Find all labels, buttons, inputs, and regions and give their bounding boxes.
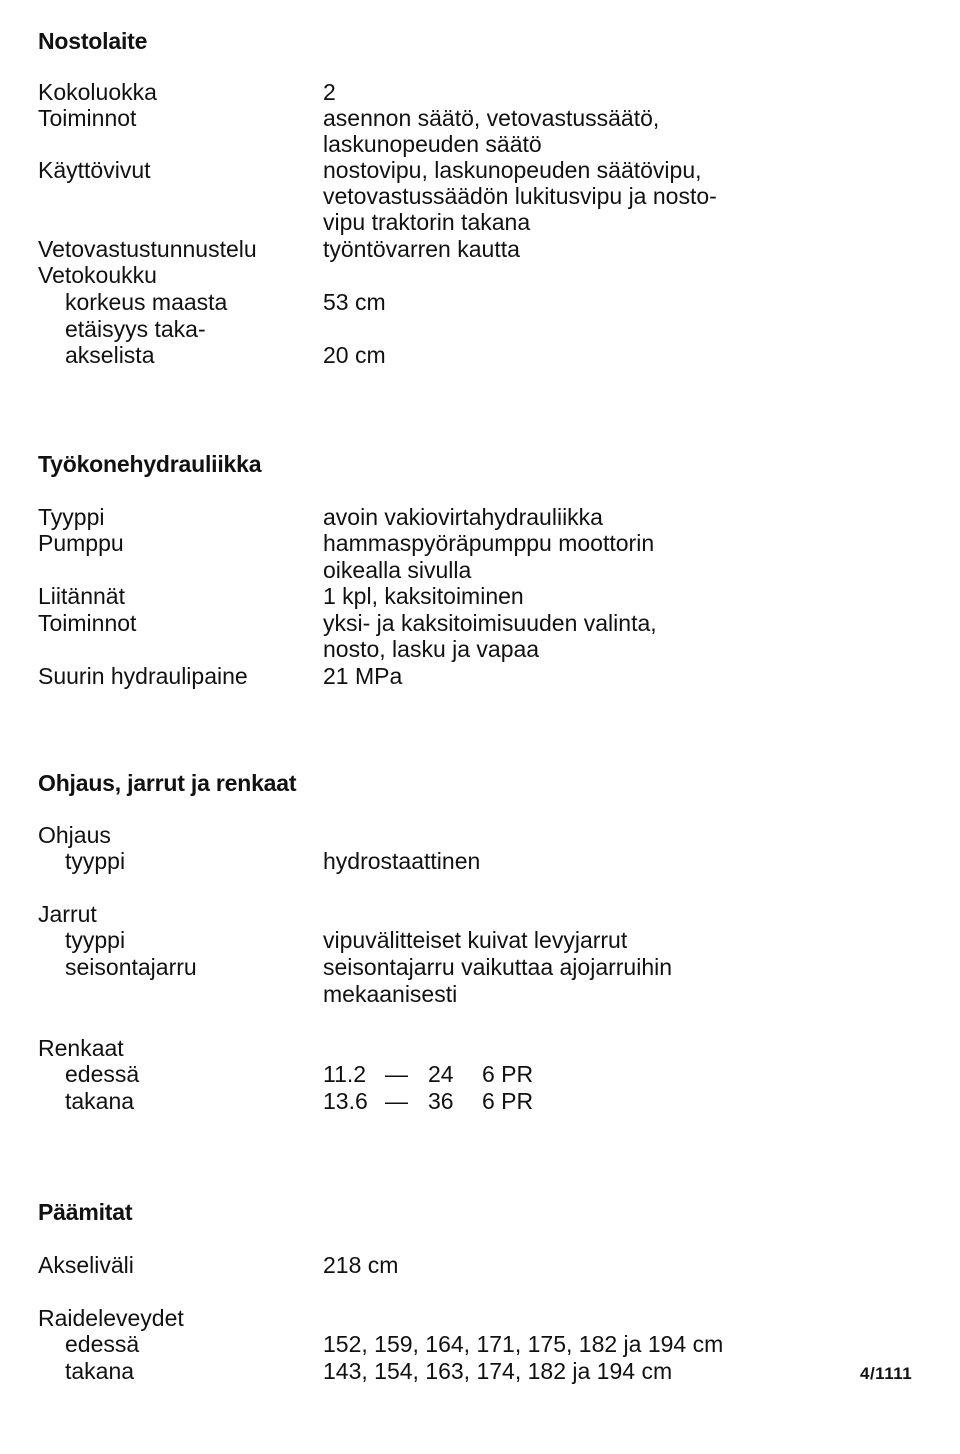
spec-label: Käyttövivut	[38, 157, 151, 183]
spec-row-jarrut	[0, 901, 960, 928]
spec-row-seisontajarru-cont	[0, 981, 960, 1008]
spec-row-raideleveydet	[0, 1305, 960, 1332]
spec-row-pumppu-cont	[0, 557, 960, 584]
spec-label: Vetovastustunnustelu	[38, 236, 257, 262]
spec-label: Jarrut	[38, 901, 97, 927]
spec-row-tyyppi	[0, 504, 960, 531]
spec-value: 21 MPa	[323, 663, 403, 689]
spec-row-toiminnot-cont	[0, 131, 960, 158]
spec-value: hydrostaattinen	[323, 848, 481, 874]
spec-label: edessä	[65, 1331, 140, 1357]
spec-row-raideleveydet-edessa	[0, 1331, 960, 1358]
spec-label: tyyppi	[65, 927, 126, 953]
spec-label: Toiminnot	[38, 105, 137, 131]
spec-value: asennon säätö, vetovastussäätö,	[323, 105, 660, 131]
spec-label: akselista	[65, 342, 155, 368]
spec-value: 152, 159, 164, 171, 175, 182 ja 194 cm	[323, 1331, 724, 1357]
spec-row-ohjaus	[0, 822, 960, 849]
spec-label: takana	[65, 1358, 135, 1384]
tyre-ply-rating: 6 PR	[482, 1088, 534, 1114]
spec-value: vipu traktorin takana	[323, 209, 531, 235]
spec-value: avoin vakiovirtahydrauliikka	[323, 504, 603, 530]
spec-row-renkaat-edessa	[0, 1061, 960, 1088]
spec-label: Liitännät	[38, 583, 125, 609]
spec-label: Raideleveydet	[38, 1305, 184, 1331]
spec-value: vetovastussäädön lukitusvipu ja nosto-	[323, 183, 717, 209]
spec-label: Suurin hydraulipaine	[38, 663, 248, 689]
tyre-width: 11.2	[323, 1061, 367, 1087]
spec-row-suurin-hydraulipaine	[0, 663, 960, 690]
spec-label: etäisyys taka-	[65, 316, 206, 342]
heading-nostolaite: Nostolaite	[38, 28, 148, 54]
spec-row-kayttovivut-cont	[0, 183, 960, 210]
tyre-rim: 36	[428, 1088, 454, 1114]
spec-row-toiminnot	[0, 105, 960, 132]
spec-value: hammaspyöräpumppu moottorin	[323, 530, 655, 556]
spec-row-korkeus-maasta	[0, 289, 960, 316]
spec-label: Vetokoukku	[38, 262, 157, 288]
spec-value: 2	[323, 79, 336, 105]
spec-row-vetokoukku	[0, 262, 960, 289]
tyre-ply-rating: 6 PR	[482, 1061, 534, 1087]
spec-value: seisontajarru vaikuttaa ajojarruihin	[323, 954, 673, 980]
spec-row-renkaat	[0, 1035, 960, 1062]
spec-value: vipuvälitteiset kuivat levyjarrut	[323, 927, 628, 953]
spec-row-toiminnot-hydr	[0, 610, 960, 637]
spec-row-kayttovivut-cont2	[0, 209, 960, 236]
spec-row-akselivali	[0, 1252, 960, 1279]
spec-label: edessä	[65, 1061, 140, 1087]
spec-value: yksi- ja kaksitoimisuuden valinta,	[323, 610, 657, 636]
spec-label: tyyppi	[65, 848, 126, 874]
spec-label: takana	[65, 1088, 135, 1114]
spec-row-pumppu	[0, 530, 960, 557]
spec-label: Renkaat	[38, 1035, 124, 1061]
spec-label: Toiminnot	[38, 610, 137, 636]
spec-label: Pumppu	[38, 530, 124, 556]
spec-value: 53 cm	[323, 289, 386, 315]
spec-row-akselista	[0, 342, 960, 369]
spec-value: työntövarren kautta	[323, 236, 520, 262]
spec-row-jarrut-tyyppi	[0, 927, 960, 954]
spec-label: seisontajarru	[65, 954, 197, 980]
spec-value: nostovipu, laskunopeuden säätövipu,	[323, 157, 702, 183]
spec-value: 1 kpl, kaksitoiminen	[323, 583, 524, 609]
tyre-width: 13.6	[323, 1088, 368, 1114]
spec-value: 218 cm	[323, 1252, 399, 1278]
spec-value: laskunopeuden säätö	[323, 131, 542, 157]
page-number: 4/1111	[860, 1364, 913, 1383]
spec-label: korkeus maasta	[65, 289, 228, 315]
heading-ohjaus-jarrut-renkaat: Ohjaus, jarrut ja renkaat	[38, 770, 297, 796]
spec-label: Ohjaus	[38, 822, 111, 848]
spec-row-ohjaus-tyyppi	[0, 848, 960, 875]
heading-paamitat: Päämitat	[38, 1199, 133, 1225]
spec-row-liitannat	[0, 583, 960, 610]
spec-value: 20 cm	[323, 342, 386, 368]
spec-row-vetovastustunnustelu	[0, 236, 960, 263]
spec-value: mekaanisesti	[323, 981, 458, 1007]
spec-row-renkaat-takana	[0, 1088, 960, 1115]
spec-label: Tyyppi	[38, 504, 105, 530]
spec-value: oikealla sivulla	[323, 557, 472, 583]
spec-row-toiminnot-hydr-cont	[0, 636, 960, 663]
spec-row-kokoluokka	[0, 79, 960, 106]
spec-row-raideleveydet-takana	[0, 1358, 960, 1385]
spec-label: Kokoluokka	[38, 79, 157, 105]
spec-row-seisontajarru	[0, 954, 960, 981]
tyre-rim: 24	[428, 1061, 454, 1087]
spec-row-etaisyys	[0, 316, 960, 343]
tyre-dash: —	[385, 1061, 408, 1087]
spec-value: 143, 154, 163, 174, 182 ja 194 cm	[323, 1358, 673, 1384]
tyre-dash: —	[385, 1088, 408, 1114]
spec-label: Akseliväli	[38, 1252, 134, 1278]
spec-row-kayttovivut	[0, 157, 960, 184]
heading-tyokonehydrauliikka: Työkonehydrauliikka	[38, 451, 262, 477]
spec-value: nosto, lasku ja vapaa	[323, 636, 540, 662]
